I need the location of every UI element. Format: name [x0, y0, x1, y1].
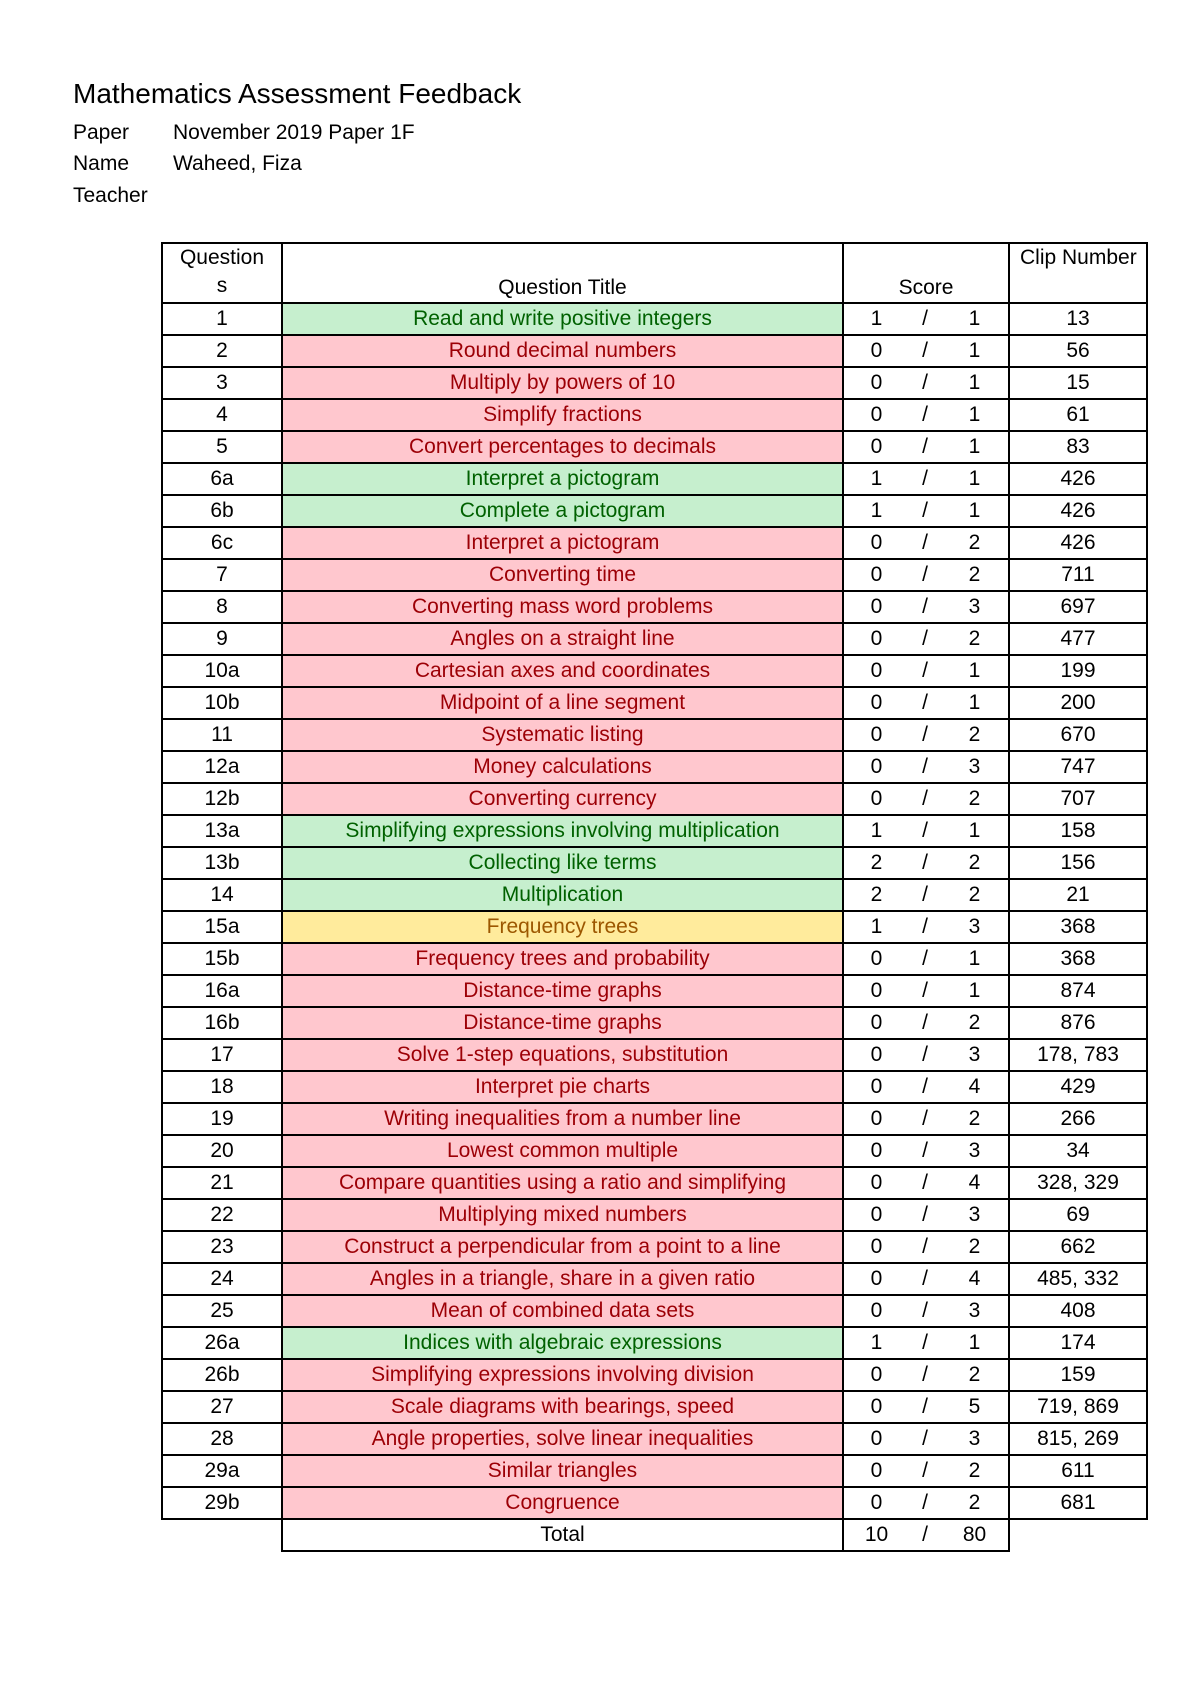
- clip-number: 328, 329: [1009, 1167, 1147, 1199]
- table-row: [162, 1359, 1147, 1391]
- score-achieved: 0: [843, 527, 909, 559]
- question-number: 26b: [162, 1359, 282, 1391]
- clip-number: 200: [1009, 687, 1147, 719]
- question-title: Angles in a triangle, share in a given ratio: [282, 1263, 843, 1295]
- score-slash: /: [909, 1199, 941, 1231]
- question-title: Systematic listing: [282, 719, 843, 751]
- clip-number: 408: [1009, 1295, 1147, 1327]
- table-row: [162, 847, 1147, 879]
- clip-number: 707: [1009, 783, 1147, 815]
- question-number: 5: [162, 431, 282, 463]
- clip-number: 477: [1009, 623, 1147, 655]
- score-achieved: 0: [843, 1359, 909, 1391]
- score-achieved: 0: [843, 975, 909, 1007]
- paper-label: Paper: [73, 121, 130, 144]
- question-number: 4: [162, 399, 282, 431]
- clip-number: 199: [1009, 655, 1147, 687]
- question-number: 25: [162, 1295, 282, 1327]
- score-slash: /: [909, 687, 941, 719]
- table-row: [162, 495, 1147, 527]
- score-achieved: 0: [843, 335, 909, 367]
- score-slash: /: [909, 399, 941, 431]
- question-number: 10a: [162, 655, 282, 687]
- question-title: Money calculations: [282, 751, 843, 783]
- question-title: Indices with algebraic expressions: [282, 1327, 843, 1359]
- table-row: [162, 1199, 1147, 1231]
- question-title: Solve 1-step equations, substitution: [282, 1039, 843, 1071]
- question-title: Cartesian axes and coordinates: [282, 655, 843, 687]
- score-achieved: 1: [843, 495, 909, 527]
- score-slash: /: [909, 1167, 941, 1199]
- question-number: 11: [162, 719, 282, 751]
- question-title: Multiply by powers of 10: [282, 367, 843, 399]
- score-max: 2: [941, 559, 1009, 591]
- score-achieved: 1: [843, 1327, 909, 1359]
- clip-number: 426: [1009, 463, 1147, 495]
- score-achieved: 1: [843, 463, 909, 495]
- question-number: 6a: [162, 463, 282, 495]
- table-row: [162, 303, 1147, 335]
- score-achieved: 0: [843, 719, 909, 751]
- question-title: Multiplication: [282, 879, 843, 911]
- question-number: 16a: [162, 975, 282, 1007]
- clip-number: 876: [1009, 1007, 1147, 1039]
- total-max: 80: [941, 1519, 1009, 1551]
- question-number: 3: [162, 367, 282, 399]
- question-number: 14: [162, 879, 282, 911]
- score-max: 3: [941, 751, 1009, 783]
- score-slash: /: [909, 1039, 941, 1071]
- clip-number: 368: [1009, 943, 1147, 975]
- total-row: [162, 1519, 1147, 1551]
- score-slash: /: [909, 623, 941, 655]
- question-number: 15a: [162, 911, 282, 943]
- score-slash: /: [909, 431, 941, 463]
- score-slash: /: [909, 527, 941, 559]
- score-slash: /: [909, 751, 941, 783]
- score-max: 3: [941, 591, 1009, 623]
- question-number: 13b: [162, 847, 282, 879]
- clip-number: 158: [1009, 815, 1147, 847]
- clip-number: 61: [1009, 399, 1147, 431]
- table-row: [162, 943, 1147, 975]
- clip-number: 815, 269: [1009, 1423, 1147, 1455]
- table-row: [162, 527, 1147, 559]
- score-slash: /: [909, 1487, 941, 1519]
- question-title: Construct a perpendicular from a point to a line: [282, 1231, 843, 1263]
- question-title: Multiplying mixed numbers: [282, 1199, 843, 1231]
- score-max: 2: [941, 1103, 1009, 1135]
- question-number: 15b: [162, 943, 282, 975]
- table-row: [162, 559, 1147, 591]
- table-row: [162, 879, 1147, 911]
- score-achieved: 0: [843, 591, 909, 623]
- header-question-title: Question Title: [282, 243, 843, 303]
- score-achieved: 0: [843, 623, 909, 655]
- score-slash: /: [909, 1135, 941, 1167]
- clip-number: 69: [1009, 1199, 1147, 1231]
- score-achieved: 0: [843, 1199, 909, 1231]
- question-title: Congruence: [282, 1487, 843, 1519]
- question-title: Scale diagrams with bearings, speed: [282, 1391, 843, 1423]
- question-number: 28: [162, 1423, 282, 1455]
- score-max: 2: [941, 623, 1009, 655]
- clip-number: 747: [1009, 751, 1147, 783]
- question-number: 13a: [162, 815, 282, 847]
- question-number: 9: [162, 623, 282, 655]
- question-title: Angle properties, solve linear inequalities: [282, 1423, 843, 1455]
- table-row: [162, 719, 1147, 751]
- clip-number: 611: [1009, 1455, 1147, 1487]
- score-max: 2: [941, 783, 1009, 815]
- question-title: Angles on a straight line: [282, 623, 843, 655]
- question-title: Collecting like terms: [282, 847, 843, 879]
- table-row: [162, 1231, 1147, 1263]
- question-title: Midpoint of a line segment: [282, 687, 843, 719]
- table-row: [162, 1071, 1147, 1103]
- name-value: Waheed, Fiza: [173, 152, 302, 175]
- table-row: [162, 1487, 1147, 1519]
- score-slash: /: [909, 815, 941, 847]
- table-row: [162, 1327, 1147, 1359]
- clip-number: 266: [1009, 1103, 1147, 1135]
- question-number: 12a: [162, 751, 282, 783]
- question-number: 24: [162, 1263, 282, 1295]
- score-max: 2: [941, 1455, 1009, 1487]
- score-max: 1: [941, 943, 1009, 975]
- score-slash: /: [909, 1071, 941, 1103]
- score-slash: /: [909, 495, 941, 527]
- score-slash: /: [909, 1295, 941, 1327]
- score-slash: /: [909, 655, 941, 687]
- clip-number: 429: [1009, 1071, 1147, 1103]
- score-achieved: 0: [843, 1487, 909, 1519]
- question-number: 23: [162, 1231, 282, 1263]
- question-title: Similar triangles: [282, 1455, 843, 1487]
- question-title: Simplify fractions: [282, 399, 843, 431]
- score-slash: /: [909, 783, 941, 815]
- clip-number: 670: [1009, 719, 1147, 751]
- header-score: Score: [843, 243, 1009, 303]
- question-number: 21: [162, 1167, 282, 1199]
- clip-number: 174: [1009, 1327, 1147, 1359]
- question-title: Compare quantities using a ratio and simplifying: [282, 1167, 843, 1199]
- table-row: [162, 1295, 1147, 1327]
- clip-number: 426: [1009, 495, 1147, 527]
- score-max: 1: [941, 975, 1009, 1007]
- score-slash: /: [909, 1007, 941, 1039]
- results-table: [161, 242, 1148, 1552]
- question-title: Converting time: [282, 559, 843, 591]
- question-number: 17: [162, 1039, 282, 1071]
- question-number: 20: [162, 1135, 282, 1167]
- score-max: 3: [941, 1135, 1009, 1167]
- question-number: 26a: [162, 1327, 282, 1359]
- clip-number: 34: [1009, 1135, 1147, 1167]
- question-number: 6c: [162, 527, 282, 559]
- total-spacer: [1009, 1519, 1147, 1551]
- score-achieved: 2: [843, 847, 909, 879]
- score-achieved: 0: [843, 1455, 909, 1487]
- score-slash: /: [909, 1359, 941, 1391]
- score-achieved: 0: [843, 1231, 909, 1263]
- question-title: Frequency trees and probability: [282, 943, 843, 975]
- score-max: 4: [941, 1071, 1009, 1103]
- question-title: Mean of combined data sets: [282, 1295, 843, 1327]
- score-achieved: 0: [843, 751, 909, 783]
- total-label: Total: [282, 1519, 843, 1551]
- score-slash: /: [909, 943, 941, 975]
- question-title: Convert percentages to decimals: [282, 431, 843, 463]
- question-title: Distance-time graphs: [282, 1007, 843, 1039]
- table-row: [162, 911, 1147, 943]
- clip-number: 13: [1009, 303, 1147, 335]
- score-achieved: 1: [843, 815, 909, 847]
- question-number: 7: [162, 559, 282, 591]
- table-row: [162, 655, 1147, 687]
- score-achieved: 0: [843, 399, 909, 431]
- score-max: 3: [941, 1423, 1009, 1455]
- score-max: 2: [941, 1359, 1009, 1391]
- score-achieved: 0: [843, 367, 909, 399]
- clip-number: 178, 783: [1009, 1039, 1147, 1071]
- paper-value: November 2019 Paper 1F: [173, 121, 415, 144]
- table-row: [162, 1423, 1147, 1455]
- table-row: [162, 1167, 1147, 1199]
- table-row: [162, 463, 1147, 495]
- question-number: 6b: [162, 495, 282, 527]
- score-achieved: 0: [843, 431, 909, 463]
- score-slash: /: [909, 847, 941, 879]
- score-max: 1: [941, 335, 1009, 367]
- table-row: [162, 1007, 1147, 1039]
- score-achieved: 0: [843, 559, 909, 591]
- question-title: Round decimal numbers: [282, 335, 843, 367]
- score-max: 3: [941, 911, 1009, 943]
- score-achieved: 0: [843, 1071, 909, 1103]
- total-score: 10: [843, 1519, 909, 1551]
- score-achieved: 1: [843, 303, 909, 335]
- question-title: Distance-time graphs: [282, 975, 843, 1007]
- score-slash: /: [909, 367, 941, 399]
- question-number: 2: [162, 335, 282, 367]
- score-slash: /: [909, 1391, 941, 1423]
- score-max: 2: [941, 719, 1009, 751]
- name-label: Name: [73, 152, 130, 175]
- score-slash: /: [909, 719, 941, 751]
- score-slash: /: [909, 1327, 941, 1359]
- question-number: 29a: [162, 1455, 282, 1487]
- score-max: 1: [941, 687, 1009, 719]
- question-title: Converting currency: [282, 783, 843, 815]
- score-slash: /: [909, 911, 941, 943]
- score-max: 1: [941, 495, 1009, 527]
- question-number: 8: [162, 591, 282, 623]
- score-achieved: 0: [843, 1167, 909, 1199]
- table-row: [162, 1039, 1147, 1071]
- score-max: 5: [941, 1391, 1009, 1423]
- score-achieved: 0: [843, 1103, 909, 1135]
- score-slash: /: [909, 335, 941, 367]
- score-max: 1: [941, 367, 1009, 399]
- clip-number: 159: [1009, 1359, 1147, 1391]
- score-achieved: 1: [843, 911, 909, 943]
- clip-number: 485, 332: [1009, 1263, 1147, 1295]
- page-title: Mathematics Assessment Feedback: [73, 78, 522, 109]
- score-achieved: 0: [843, 1391, 909, 1423]
- question-number: 27: [162, 1391, 282, 1423]
- table-row: [162, 751, 1147, 783]
- question-title: Simplifying expressions involving division: [282, 1359, 843, 1391]
- question-number: 22: [162, 1199, 282, 1231]
- clip-number: 697: [1009, 591, 1147, 623]
- clip-number: 156: [1009, 847, 1147, 879]
- score-max: 2: [941, 847, 1009, 879]
- score-max: 2: [941, 1231, 1009, 1263]
- table-row: [162, 783, 1147, 815]
- question-title: Writing inequalities from a number line: [282, 1103, 843, 1135]
- table-row: [162, 431, 1147, 463]
- score-achieved: 0: [843, 783, 909, 815]
- question-number: 16b: [162, 1007, 282, 1039]
- question-title: Interpret pie charts: [282, 1071, 843, 1103]
- table-row: [162, 399, 1147, 431]
- question-number: 12b: [162, 783, 282, 815]
- clip-number: 15: [1009, 367, 1147, 399]
- score-achieved: 0: [843, 655, 909, 687]
- score-max: 2: [941, 1487, 1009, 1519]
- clip-number: 21: [1009, 879, 1147, 911]
- table-row: [162, 1103, 1147, 1135]
- clip-number: 426: [1009, 527, 1147, 559]
- score-slash: /: [909, 591, 941, 623]
- score-slash: /: [909, 463, 941, 495]
- score-slash: /: [909, 1231, 941, 1263]
- clip-number: 874: [1009, 975, 1147, 1007]
- score-max: 1: [941, 399, 1009, 431]
- score-max: 2: [941, 879, 1009, 911]
- table-row: [162, 335, 1147, 367]
- score-slash: /: [909, 1263, 941, 1295]
- table-header-row: [162, 243, 1147, 303]
- question-number: 29b: [162, 1487, 282, 1519]
- question-title: Converting mass word problems: [282, 591, 843, 623]
- total-spacer: [162, 1519, 282, 1551]
- clip-number: 681: [1009, 1487, 1147, 1519]
- table-row: [162, 1391, 1147, 1423]
- score-achieved: 0: [843, 1135, 909, 1167]
- score-slash: /: [909, 1103, 941, 1135]
- table-row: [162, 591, 1147, 623]
- question-title: Interpret a pictogram: [282, 527, 843, 559]
- score-slash: /: [909, 879, 941, 911]
- score-achieved: 0: [843, 687, 909, 719]
- table-row: [162, 687, 1147, 719]
- score-max: 1: [941, 431, 1009, 463]
- score-max: 3: [941, 1039, 1009, 1071]
- clip-number: 719, 869: [1009, 1391, 1147, 1423]
- question-number: 10b: [162, 687, 282, 719]
- score-achieved: 0: [843, 1039, 909, 1071]
- question-number: 1: [162, 303, 282, 335]
- question-number: 18: [162, 1071, 282, 1103]
- score-max: 1: [941, 815, 1009, 847]
- score-slash: /: [909, 559, 941, 591]
- clip-number: 662: [1009, 1231, 1147, 1263]
- score-slash: /: [909, 303, 941, 335]
- question-number: 19: [162, 1103, 282, 1135]
- header-clip-number: Clip Number: [1009, 243, 1147, 303]
- score-max: 1: [941, 463, 1009, 495]
- table-row: [162, 975, 1147, 1007]
- score-max: 2: [941, 1007, 1009, 1039]
- question-title: Simplifying expressions involving multiplication: [282, 815, 843, 847]
- header-questions: Question s: [162, 243, 282, 303]
- table-row: [162, 1455, 1147, 1487]
- table-row: [162, 367, 1147, 399]
- question-title: Frequency trees: [282, 911, 843, 943]
- score-achieved: 2: [843, 879, 909, 911]
- table-row: [162, 623, 1147, 655]
- clip-number: 711: [1009, 559, 1147, 591]
- clip-number: 368: [1009, 911, 1147, 943]
- score-max: 4: [941, 1263, 1009, 1295]
- score-achieved: 0: [843, 1295, 909, 1327]
- score-max: 3: [941, 1199, 1009, 1231]
- score-max: 1: [941, 303, 1009, 335]
- clip-number: 56: [1009, 335, 1147, 367]
- score-max: 1: [941, 1327, 1009, 1359]
- question-title: Lowest common multiple: [282, 1135, 843, 1167]
- score-slash: /: [909, 1423, 941, 1455]
- score-slash: /: [909, 1455, 941, 1487]
- score-achieved: 0: [843, 1263, 909, 1295]
- table-row: [162, 1263, 1147, 1295]
- score-max: 4: [941, 1167, 1009, 1199]
- score-achieved: 0: [843, 1423, 909, 1455]
- score-max: 1: [941, 655, 1009, 687]
- score-max: 2: [941, 527, 1009, 559]
- score-achieved: 0: [843, 1007, 909, 1039]
- table-row: [162, 815, 1147, 847]
- score-max: 3: [941, 1295, 1009, 1327]
- score-achieved: 0: [843, 943, 909, 975]
- question-title: Complete a pictogram: [282, 495, 843, 527]
- question-title: Read and write positive integers: [282, 303, 843, 335]
- table-row: [162, 1135, 1147, 1167]
- clip-number: 83: [1009, 431, 1147, 463]
- total-slash: /: [909, 1519, 941, 1551]
- teacher-label: Teacher: [73, 184, 148, 207]
- score-slash: /: [909, 975, 941, 1007]
- question-title: Interpret a pictogram: [282, 463, 843, 495]
